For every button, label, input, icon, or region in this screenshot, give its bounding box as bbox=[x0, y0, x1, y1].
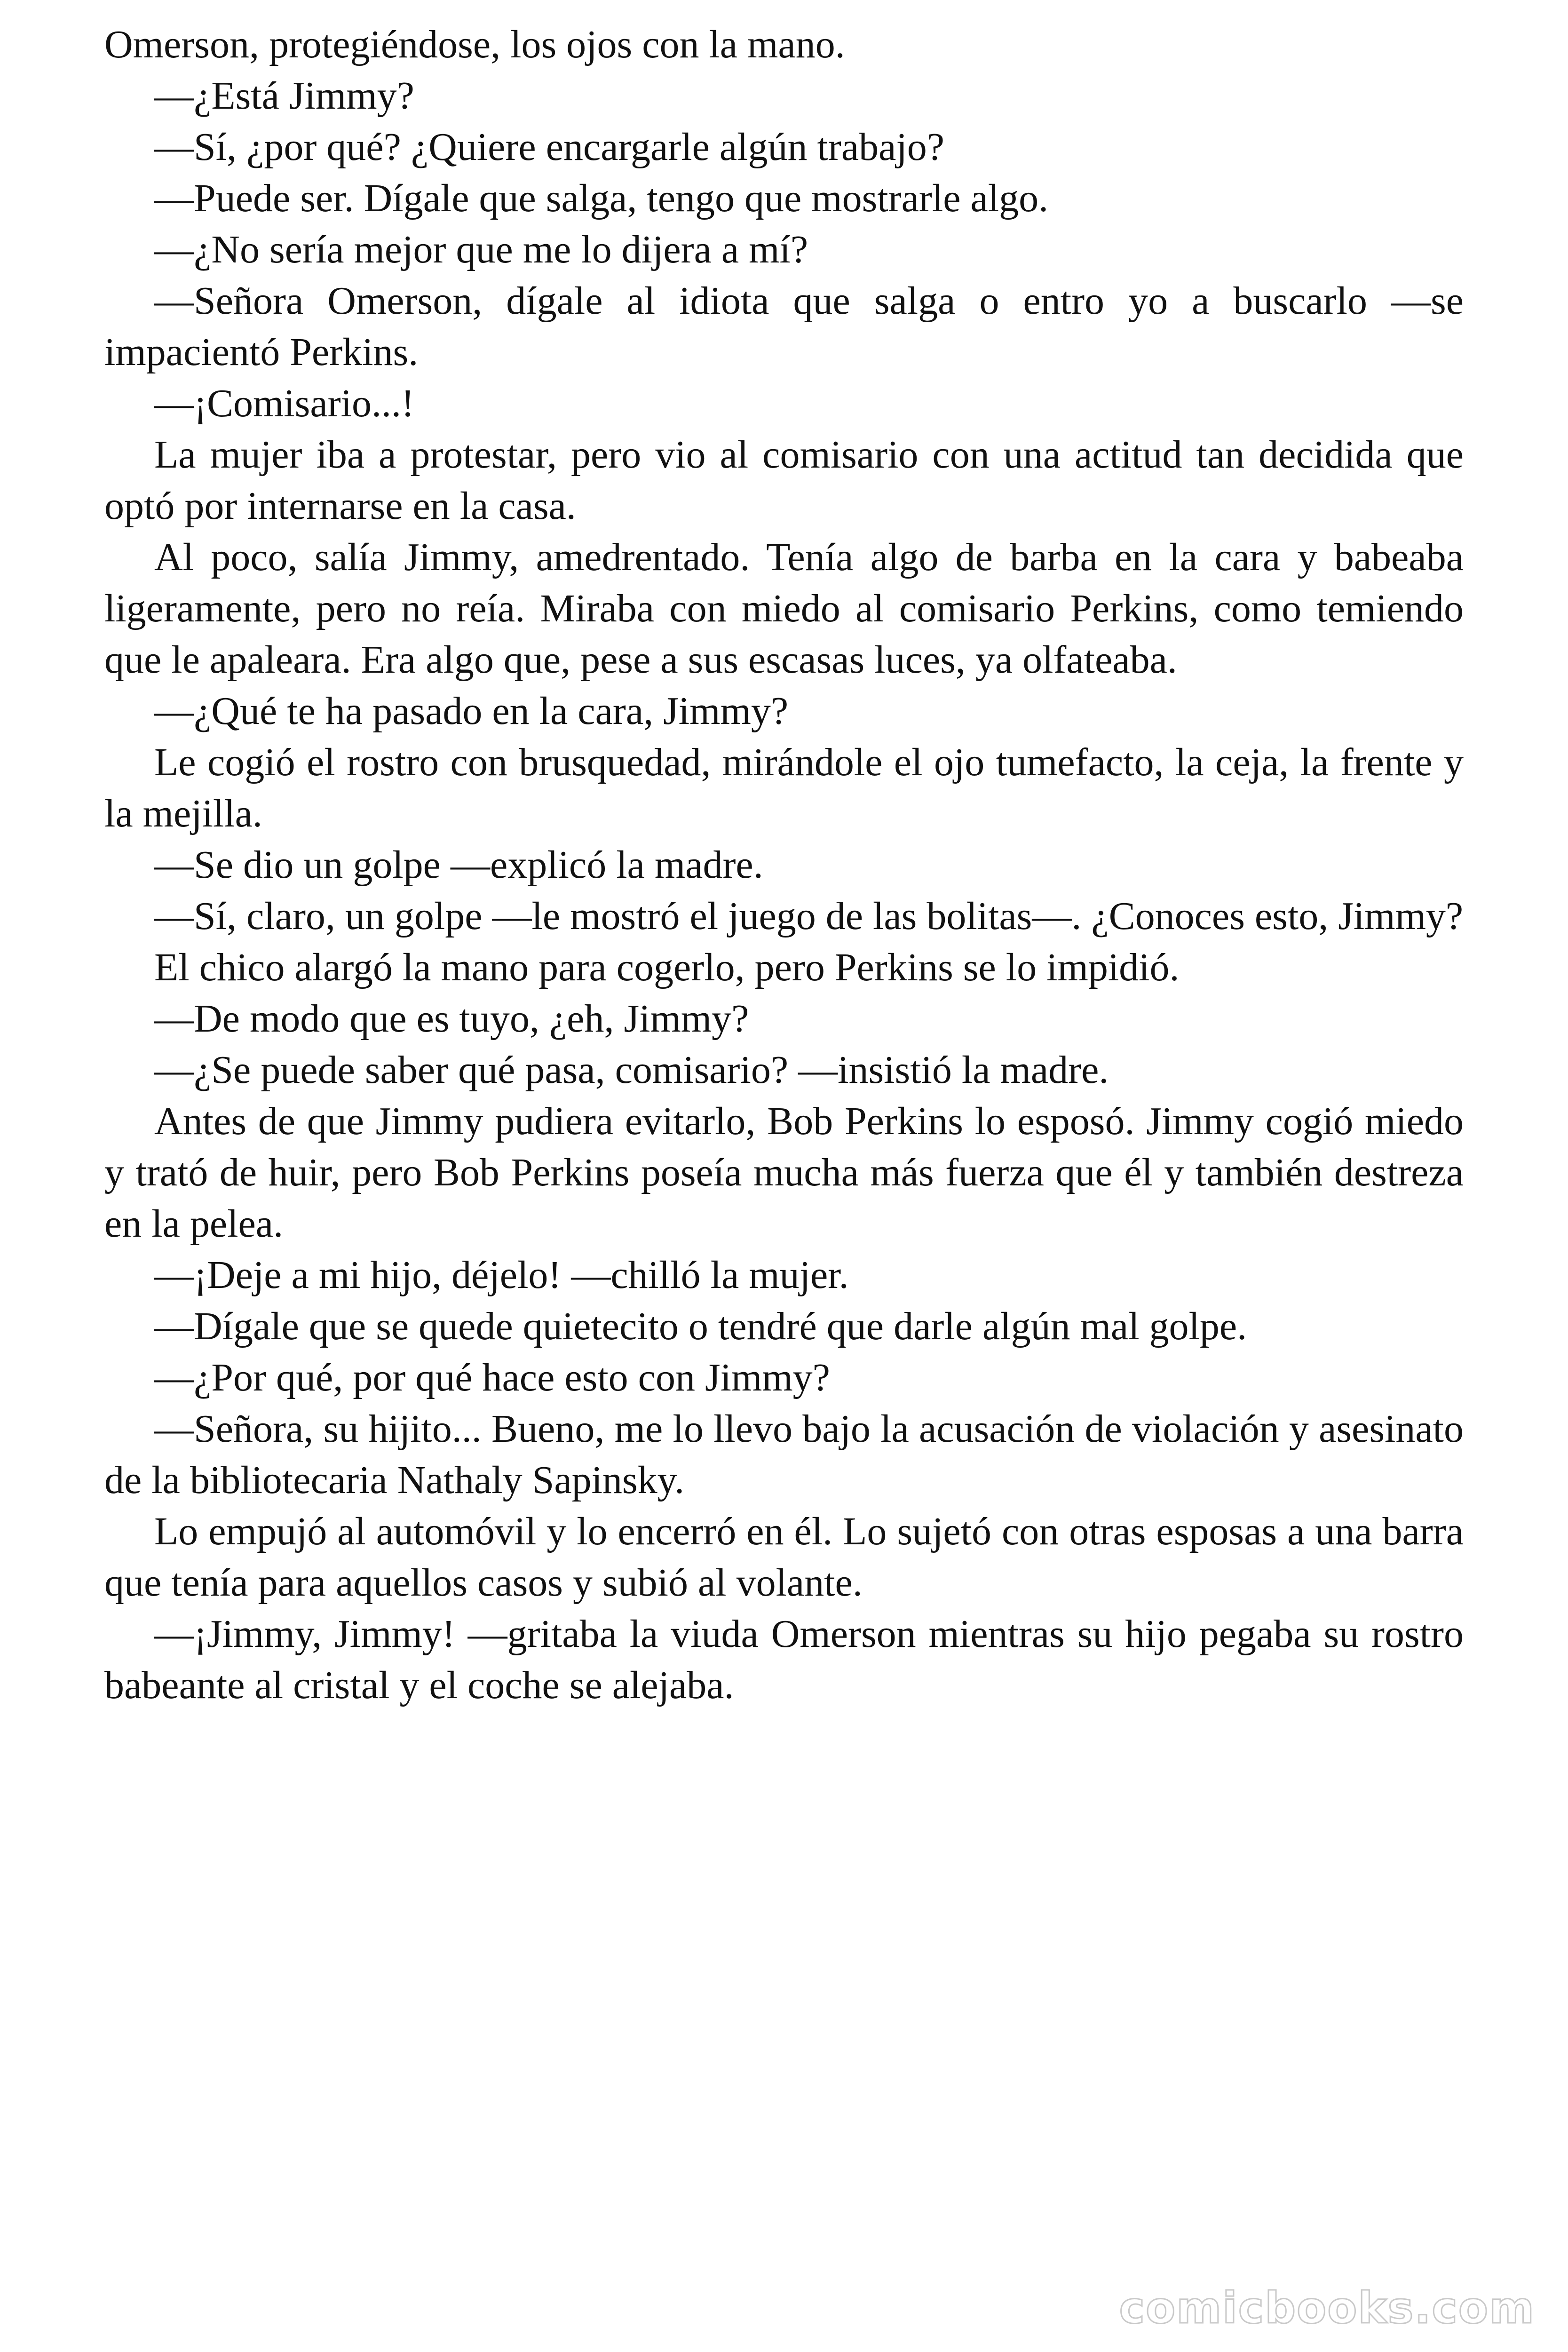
paragraph: —Señora Omerson, dígale al idiota que salga o entro yo a buscarlo —se impacientó Perkins. bbox=[104, 279, 1464, 374]
watermark-logo: comicbooks.com bbox=[1119, 2283, 1535, 2333]
paragraph: —¿Qué te ha pasado en la cara, Jimmy? bbox=[154, 689, 789, 733]
paragraph: —¿Por qué, por qué hace esto con Jimmy? bbox=[154, 1356, 830, 1399]
paragraph: —¡Comisario...! bbox=[154, 381, 414, 425]
paragraph: —Señora, su hijito... Bueno, me lo llevo bajo la acusación de violación y asesinato de la bibliotecaria Nathaly Sapinsky. bbox=[104, 1407, 1464, 1502]
paragraph: Antes de que Jimmy pudiera evitarlo, Bob Perkins lo esposó. Jimmy cogió miedo y trató de huir, pero Bob Perkins poseía mucha más fuerza que él y también destreza en la pelea. bbox=[104, 1099, 1464, 1246]
paragraph: Al poco, salía Jimmy, amedrentado. Tenía algo de barba en la cara y babeaba ligeramente, pero no reía. Miraba con miedo al comisario Perkins, como temiendo que le apaleara. Era algo que, pese a sus escasas luces, ya olfateaba. bbox=[104, 535, 1464, 682]
paragraph: —Sí, ¿por qué? ¿Quiere encargarle algún trabajo? bbox=[154, 125, 944, 169]
paragraph: —¿No sería mejor que me lo dijera a mí? bbox=[154, 228, 808, 271]
paragraph: —¿Se puede saber qué pasa, comisario? —insistió la madre. bbox=[154, 1048, 1109, 1092]
paragraph: La mujer iba a protestar, pero vio al comisario con una actitud tan decidida que optó por internarse en la casa. bbox=[104, 433, 1464, 528]
paragraph: Omerson, protegiéndose, los ojos con la mano. bbox=[104, 23, 845, 66]
paragraph: —Sí, claro, un golpe —le mostró el juego de las bolitas—. ¿Conoces esto, Jimmy? bbox=[154, 894, 1464, 938]
paragraph: —¡Deje a mi hijo, déjelo! —chilló la mujer. bbox=[154, 1253, 849, 1297]
page-text bbox=[104, 19, 1464, 1711]
paragraph: —Se dio un golpe —explicó la madre. bbox=[154, 843, 763, 887]
paragraph: Le cogió el rostro con brusquedad, mirándole el ojo tumefacto, la ceja, la frente y la mejilla. bbox=[104, 740, 1464, 835]
paragraph: Lo empujó al automóvil y lo encerró en él. Lo sujetó con otras esposas a una barra que tenía para aquellos casos y subió al volante. bbox=[104, 1510, 1464, 1605]
paragraph: —Puede ser. Dígale que salga, tengo que mostrarle algo. bbox=[154, 176, 1049, 220]
paragraph: El chico alargó la mano para cogerlo, pero Perkins se lo impidió. bbox=[154, 946, 1180, 989]
paragraph: —¿Está Jimmy? bbox=[154, 74, 414, 118]
paragraph: —¡Jimmy, Jimmy! —gritaba la viuda Omerson mientras su hijo pegaba su rostro babeante al cristal y el coche se alejaba. bbox=[104, 1612, 1464, 1707]
paragraph: —Dígale que se quede quietecito o tendré que darle algún mal golpe. bbox=[154, 1304, 1247, 1348]
paragraph: —De modo que es tuyo, ¿eh, Jimmy? bbox=[154, 997, 749, 1041]
